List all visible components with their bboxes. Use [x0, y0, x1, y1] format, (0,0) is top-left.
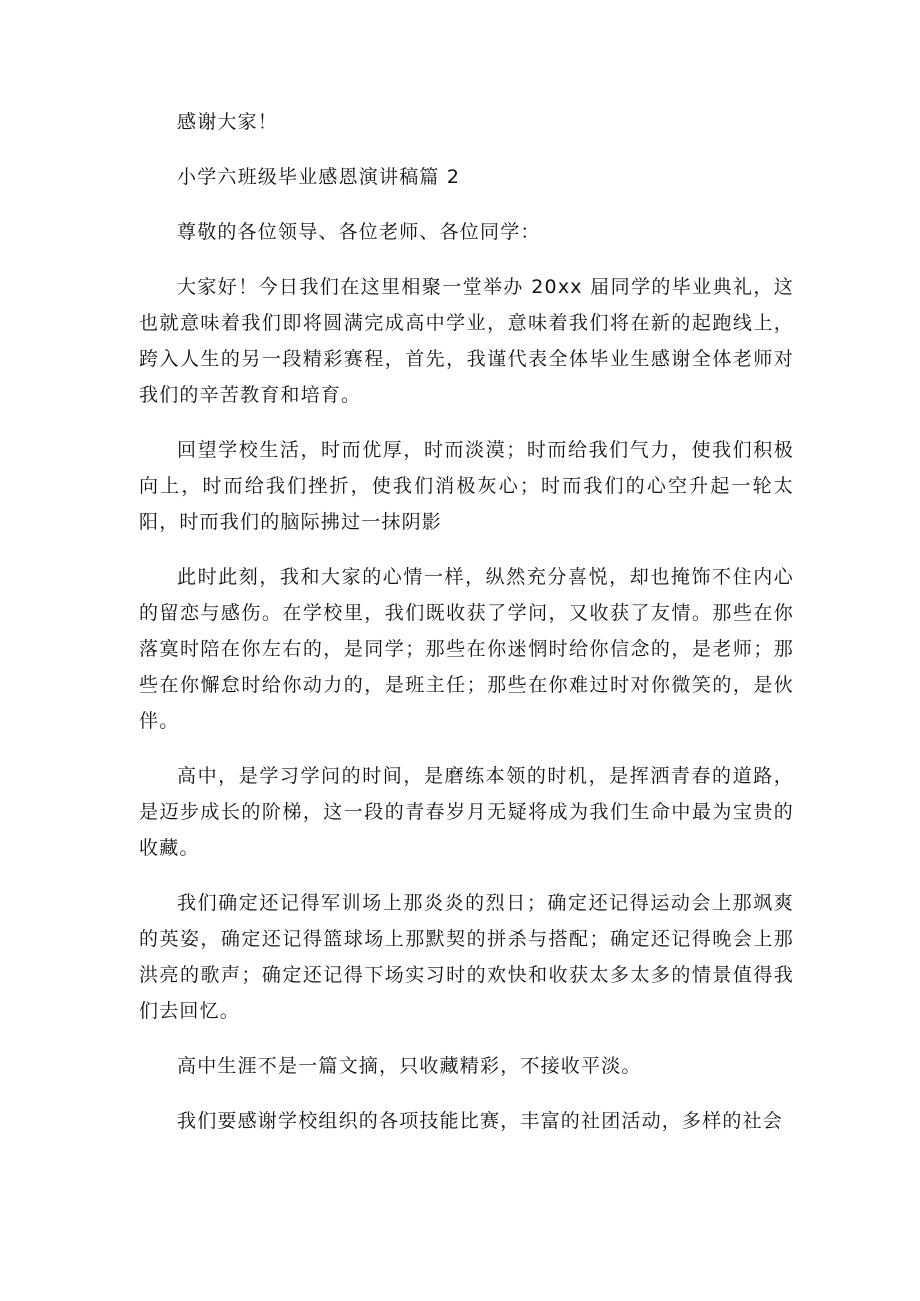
paragraph-high-school: 高中，是学习学问的时间，是磨练本领的时机，是挥洒青春的道路，是迈步成长的阶梯，这一段的青春岁月无疑将成为我们生命中最为宝贵的收藏。 [139, 765, 794, 859]
paragraph-school-life: 回望学校生活，时而优厚，时而淡漠；时而给我们气力，使我们积极向上，时而给我们挫折，使我们消极灰心；时而我们的心空升起一轮太阳，时而我们的脑际拂过一抹阴影 [139, 439, 794, 533]
closing-line: 感谢大家！ [177, 111, 279, 133]
section-title: 小学六班级毕业感恩演讲稿篇 2 [177, 166, 461, 188]
paragraph-memories: 我们确定还记得军训场上那炎炎的烈日；确定还记得运动会上那飒爽的英姿，确定还记得篮球场上那默契的拼杀与搭配；确定还记得晚会上那洪亮的歌声；确定还记得下场实习时的欢快和收获太多太多的情景值得我们去回忆。 [139, 892, 794, 1022]
paragraph-not-a-digest: 高中生涯不是一篇文摘，只收藏精彩，不接收平淡。 [177, 1055, 642, 1077]
document-body [139, 104, 794, 1158]
paragraph-thanks-school: 我们要感谢学校组织的各项技能比赛，丰富的社团活动，多样的社会 [177, 1110, 784, 1132]
paragraph-feelings: 此时此刻，我和大家的心情一样，纵然充分喜悦，却也掩饰不住内心的留恋与感伤。在学校里，我们既收获了学问，又收获了友情。那些在你落寞时陪在你左右的，是同学；那些在你迷惘时给你信念的，是老师；那些在你懈怠时给你动力的，是班主任；那些在你难过时对你微笑的，是伙伴。 [139, 566, 794, 732]
paragraph-greeting: 大家好！今日我们在这里相聚一堂举办 20xx 届同学的毕业典礼，这也就意味着我们即将圆满完成高中学业，意味着我们将在新的起跑线上，跨入人生的另一段精彩赛程，首先，我谨代表全体毕业生感谢全体老师对我们的辛苦教育和培育。 [139, 276, 794, 406]
salutation: 尊敬的各位领导、各位老师、各位同学： [177, 221, 541, 243]
